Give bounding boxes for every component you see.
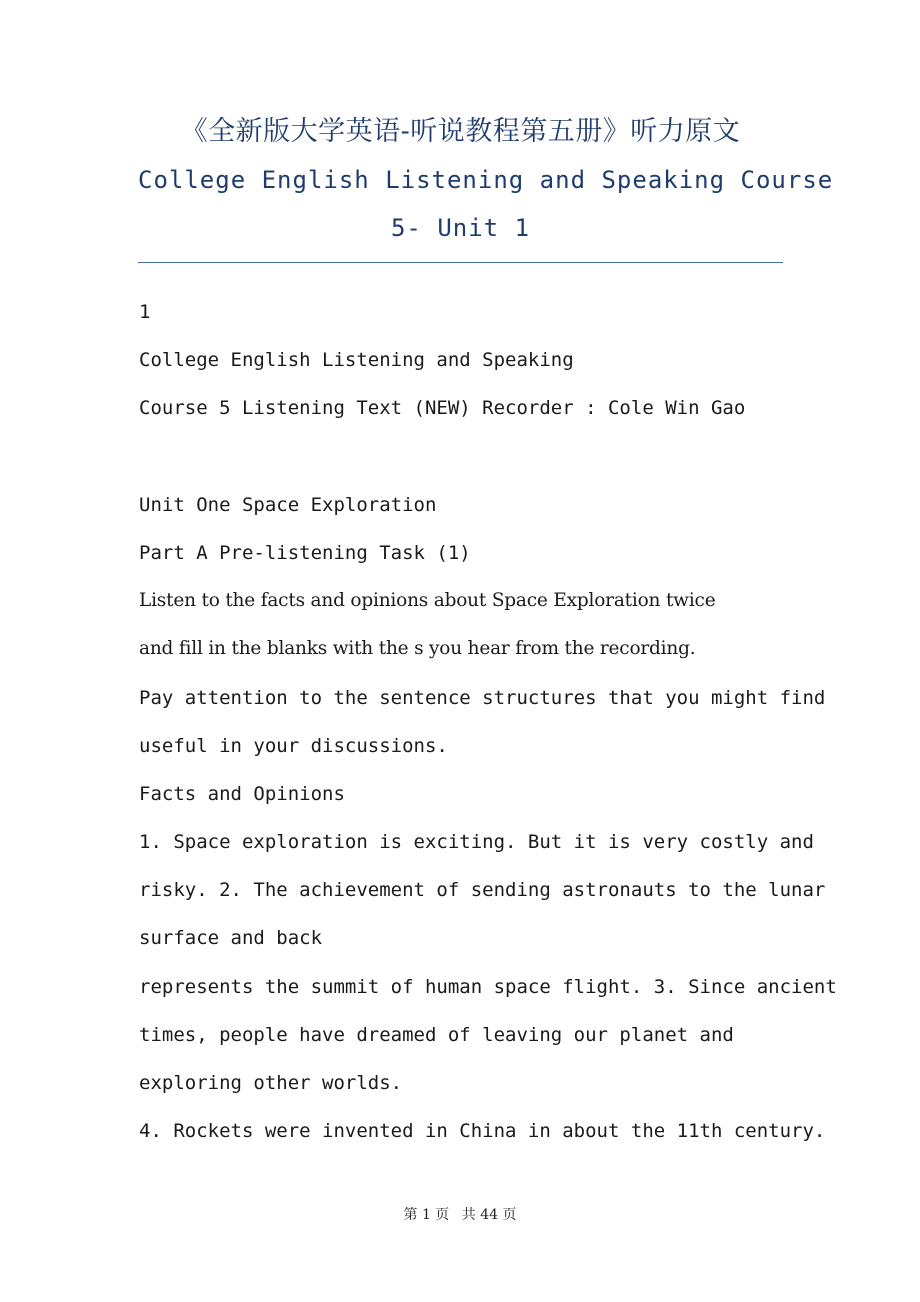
page-number: 第 1 页	[403, 1207, 450, 1223]
title-chinese: 《全新版大学英语-听说教程第五册》听力原文	[180, 116, 741, 147]
title-divider	[138, 262, 783, 263]
title-unit: 5- Unit 1	[390, 214, 531, 242]
text-line: 4. Rockets were invented in China in about the 11th century.	[139, 1120, 826, 1143]
text-line: risky. 2. The achievement of sending astronauts to the lunar	[139, 879, 826, 902]
text-line: 1. Space exploration is exciting. But it is very costly and	[139, 831, 814, 854]
text-line: useful in your discussions.	[139, 734, 448, 757]
page-total: 共 44 页	[461, 1207, 517, 1223]
text-line: Facts and Opinions	[139, 782, 345, 805]
text-line: exploring other worlds.	[139, 1072, 403, 1094]
text-line: 1	[139, 301, 151, 323]
text-line: and fill in the blanks with the s you hear from the recording.	[139, 638, 696, 660]
text-line: Pay attention to the sentence structures that you might find	[139, 686, 826, 709]
text-line: surface and back	[139, 927, 323, 950]
title-english: College English Listening and Speaking Course	[138, 166, 834, 194]
text-line: Course 5 Listening Text (NEW) Recorder : Cole Win Gao	[139, 397, 746, 420]
text-line: College English Listening and Speaking	[139, 349, 574, 372]
body-text	[139, 288, 837, 1155]
document-title	[138, 108, 834, 252]
text-line: times, people have dreamed of leaving our planet and	[139, 1023, 734, 1046]
page-footer	[0, 1204, 920, 1224]
text-line: Unit One Space Exploration	[139, 493, 437, 516]
text-line: Part A Pre-listening Task (1)	[139, 541, 471, 564]
text-line: Listen to the facts and opinions about Space Exploration twice	[139, 590, 716, 612]
blank-line	[139, 433, 784, 481]
text-line: represents the summit of human space flight. 3. Since ancient	[139, 975, 837, 998]
